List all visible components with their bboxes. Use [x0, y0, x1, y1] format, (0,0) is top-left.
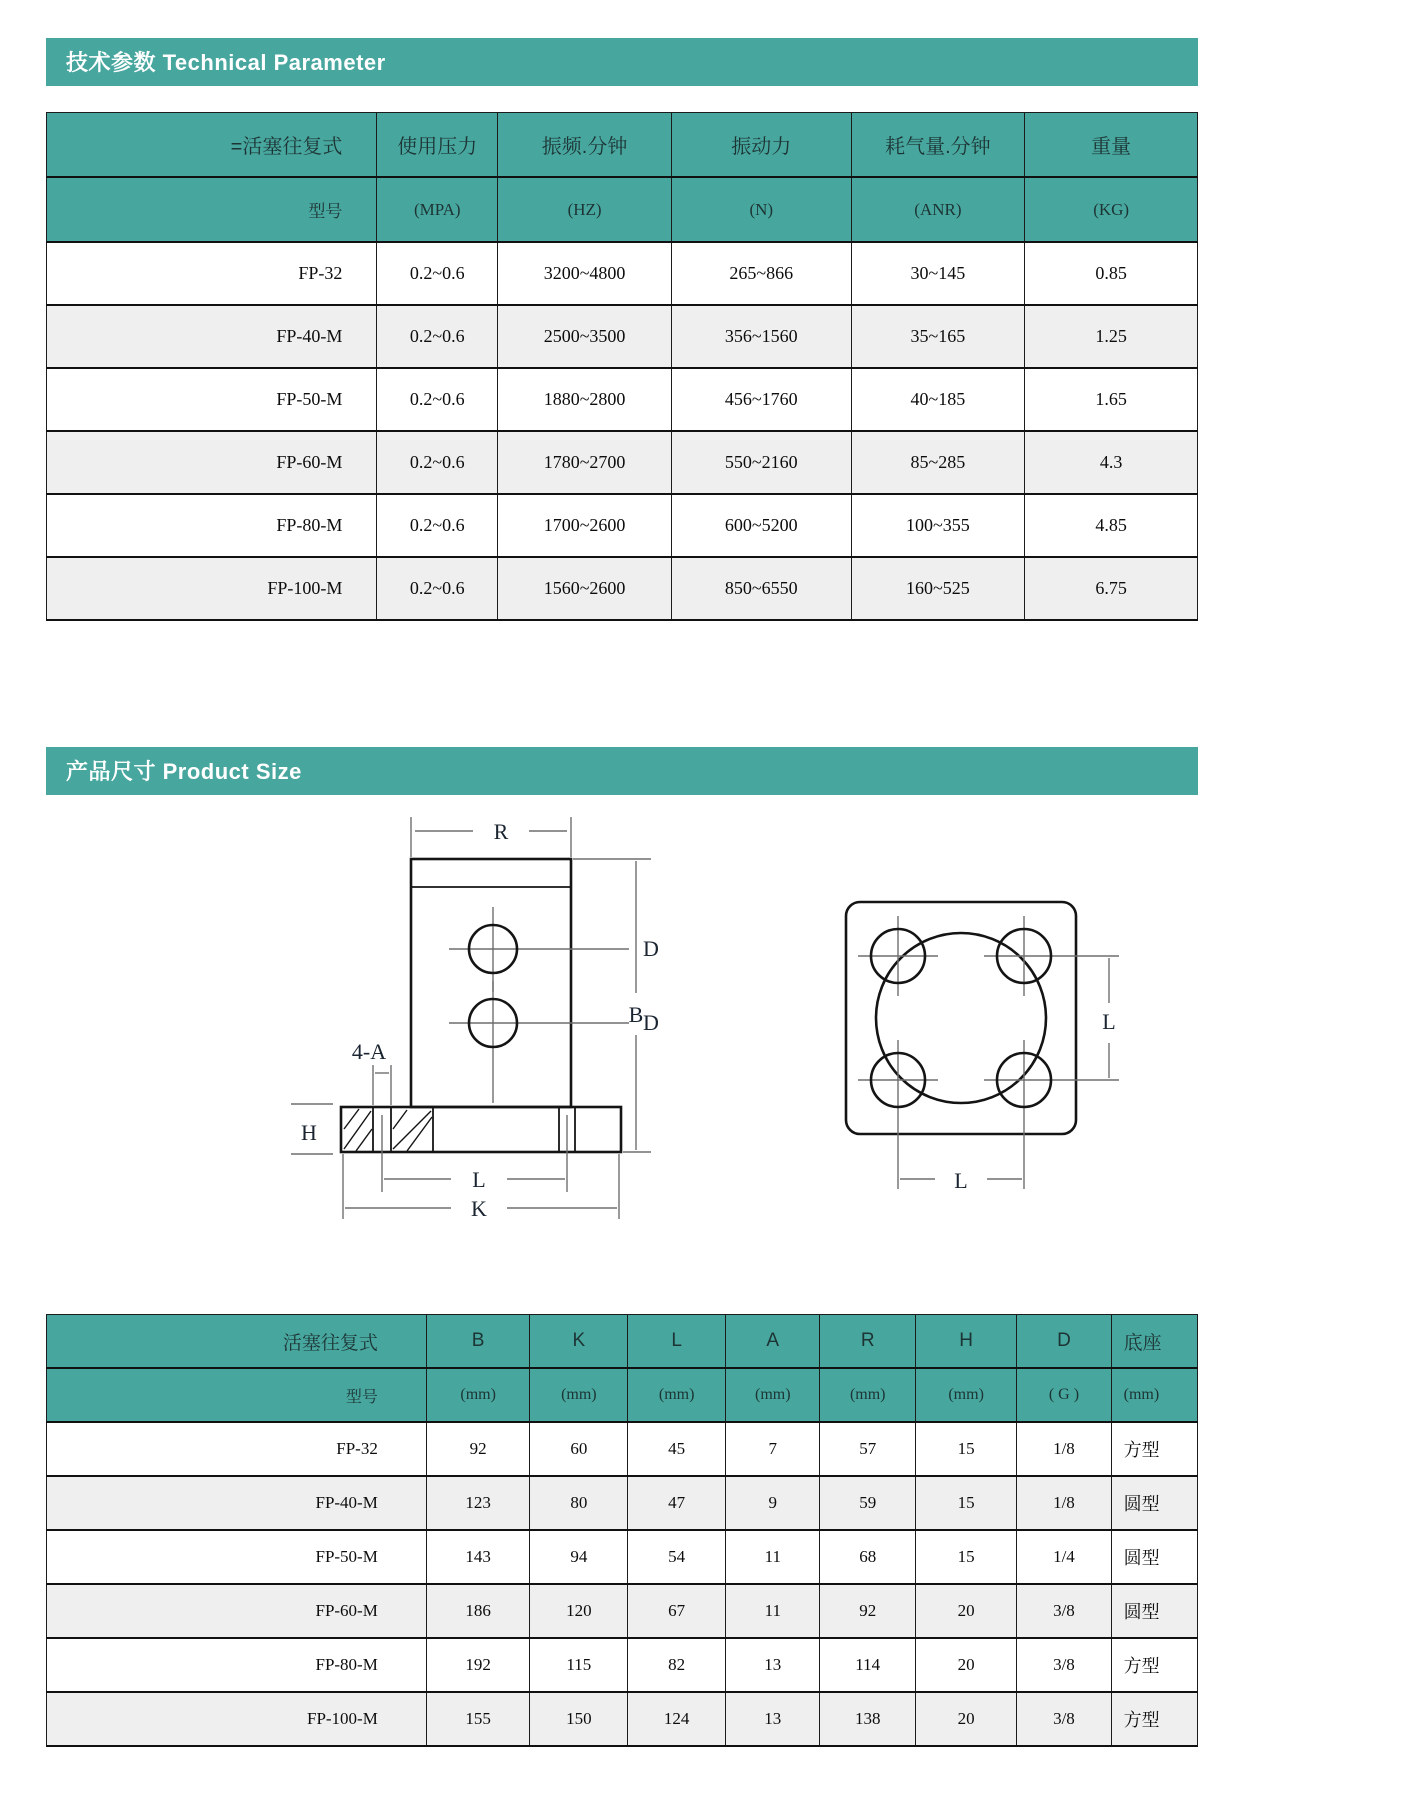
column-unit: (mm) — [426, 1368, 530, 1422]
table-cell: 123 — [426, 1476, 530, 1530]
table-cell: 1/8 — [1017, 1422, 1111, 1476]
table-cell: 0.85 — [1025, 242, 1198, 305]
table-cell: FP-60-M — [47, 431, 377, 494]
table-cell: 1/4 — [1017, 1530, 1111, 1584]
table-cell: 92 — [426, 1422, 530, 1476]
table-row — [47, 368, 1198, 431]
table-cell: 45 — [628, 1422, 726, 1476]
table-cell: 265~866 — [671, 242, 851, 305]
table-cell: 13 — [726, 1638, 820, 1692]
column-header: D — [1017, 1315, 1111, 1369]
table-cell: 124 — [628, 1692, 726, 1746]
table-cell: 1/8 — [1017, 1476, 1111, 1530]
column-header: H — [915, 1315, 1016, 1369]
dim-label-L-inner: L — [472, 1167, 486, 1192]
table-cell: 方型 — [1111, 1638, 1197, 1692]
table-cell: FP-50-M — [47, 1530, 427, 1584]
table-cell: 550~2160 — [671, 431, 851, 494]
column-header: =活塞往复式 — [47, 113, 377, 178]
table-cell: 15 — [915, 1476, 1016, 1530]
technical-parameter-table — [46, 112, 1198, 621]
table-cell: 57 — [820, 1422, 916, 1476]
table-row — [47, 1422, 1198, 1476]
table-cell: 82 — [628, 1638, 726, 1692]
table-row — [47, 494, 1198, 557]
table-cell: 1780~2700 — [498, 431, 672, 494]
column-unit: (mm) — [628, 1368, 726, 1422]
table-cell: 35~165 — [851, 305, 1025, 368]
table-cell: 13 — [726, 1692, 820, 1746]
table-cell: 192 — [426, 1638, 530, 1692]
product-size-table — [46, 1314, 1198, 1747]
table-cell: 54 — [628, 1530, 726, 1584]
table-row — [47, 1476, 1198, 1530]
table-cell: 100~355 — [851, 494, 1025, 557]
table-row — [47, 557, 1198, 620]
table-cell: 456~1760 — [671, 368, 851, 431]
table-cell: FP-32 — [47, 1422, 427, 1476]
table-cell: 15 — [915, 1422, 1016, 1476]
table-cell: 2500~3500 — [498, 305, 672, 368]
table-cell: 3/8 — [1017, 1638, 1111, 1692]
flange-view — [846, 902, 1119, 1193]
table-row — [47, 1584, 1198, 1638]
table-row — [47, 1692, 1198, 1746]
table-cell: 0.2~0.6 — [377, 431, 498, 494]
table-cell: 68 — [820, 1530, 916, 1584]
table-cell: 7 — [726, 1422, 820, 1476]
table-cell: 186 — [426, 1584, 530, 1638]
section-title-product-size: 产品尺寸 Product Size — [46, 747, 1198, 795]
table-cell: 3/8 — [1017, 1692, 1111, 1746]
table-row — [47, 242, 1198, 305]
column-header: 耗气量.分钟 — [851, 113, 1025, 178]
column-unit: (MPA) — [377, 177, 498, 242]
table-cell: FP-40-M — [47, 305, 377, 368]
dim-label-4A: 4-A — [351, 1039, 387, 1064]
table-cell: 6.75 — [1025, 557, 1198, 620]
column-unit: (HZ) — [498, 177, 672, 242]
column-unit: (mm) — [530, 1368, 628, 1422]
table-cell: FP-100-M — [47, 1692, 427, 1746]
column-unit: (mm) — [1111, 1368, 1197, 1422]
table-cell: FP-100-M — [47, 557, 377, 620]
column-header: L — [628, 1315, 726, 1369]
column-header: B — [426, 1315, 530, 1369]
table-cell: 1.25 — [1025, 305, 1198, 368]
table-cell: 850~6550 — [671, 557, 851, 620]
column-unit: (ANR) — [851, 177, 1025, 242]
table-cell: 3200~4800 — [498, 242, 672, 305]
dim-label-L-bottom: L — [954, 1168, 968, 1193]
table-cell: 356~1560 — [671, 305, 851, 368]
table-unit-row — [47, 1368, 1198, 1422]
table-cell: FP-40-M — [47, 1476, 427, 1530]
table-row — [47, 305, 1198, 368]
table-cell: 160~525 — [851, 557, 1025, 620]
table-cell: 120 — [530, 1584, 628, 1638]
table-cell: 20 — [915, 1584, 1016, 1638]
column-unit: 型号 — [47, 1368, 427, 1422]
table-cell: 9 — [726, 1476, 820, 1530]
dim-label-D-top: D — [643, 936, 659, 961]
table-cell: 1.65 — [1025, 368, 1198, 431]
dim-label-K: K — [471, 1196, 487, 1221]
page-content — [46, 38, 1198, 1747]
table-cell: 30~145 — [851, 242, 1025, 305]
table-cell: 40~185 — [851, 368, 1025, 431]
table-cell: 138 — [820, 1692, 916, 1746]
dim-label-B: B — [628, 1002, 644, 1027]
table-cell: 4.3 — [1025, 431, 1198, 494]
dim-label-R: R — [493, 819, 509, 844]
table-cell: 85~285 — [851, 431, 1025, 494]
table-cell: FP-80-M — [47, 1638, 427, 1692]
table-cell: 0.2~0.6 — [377, 305, 498, 368]
column-unit: (mm) — [915, 1368, 1016, 1422]
table-cell: 67 — [628, 1584, 726, 1638]
table-cell: 600~5200 — [671, 494, 851, 557]
table-cell: 92 — [820, 1584, 916, 1638]
table-cell: 方型 — [1111, 1692, 1197, 1746]
size-table-body — [47, 1422, 1198, 1746]
table-cell: 0.2~0.6 — [377, 368, 498, 431]
column-unit: (mm) — [820, 1368, 916, 1422]
table-header-row — [47, 113, 1198, 178]
table-row — [47, 1638, 1198, 1692]
table-cell: 60 — [530, 1422, 628, 1476]
table-cell: 圆型 — [1111, 1530, 1197, 1584]
product-size-diagram — [281, 807, 1198, 1272]
table-cell: 59 — [820, 1476, 916, 1530]
column-unit: (N) — [671, 177, 851, 242]
table-row — [47, 1530, 1198, 1584]
technical-table-body — [47, 242, 1198, 620]
column-unit: ( G ) — [1017, 1368, 1111, 1422]
table-cell: 3/8 — [1017, 1584, 1111, 1638]
table-cell: 15 — [915, 1530, 1016, 1584]
table-cell: 94 — [530, 1530, 628, 1584]
table-cell: 1880~2800 — [498, 368, 672, 431]
table-cell: 115 — [530, 1638, 628, 1692]
table-cell: 11 — [726, 1530, 820, 1584]
table-cell: 0.2~0.6 — [377, 242, 498, 305]
column-header: 振动力 — [671, 113, 851, 178]
table-cell: 1560~2600 — [498, 557, 672, 620]
table-cell: 20 — [915, 1692, 1016, 1746]
table-cell: FP-32 — [47, 242, 377, 305]
table-unit-row — [47, 177, 1198, 242]
dimension-drawing — [281, 807, 1161, 1267]
column-header: 振频.分钟 — [498, 113, 672, 178]
table-cell: 4.85 — [1025, 494, 1198, 557]
dim-label-H: H — [301, 1120, 317, 1145]
table-cell: 114 — [820, 1638, 916, 1692]
front-view — [291, 817, 659, 1221]
column-header: A — [726, 1315, 820, 1369]
column-unit: 型号 — [47, 177, 377, 242]
dim-label-L-side: L — [1102, 1009, 1116, 1034]
table-cell: 80 — [530, 1476, 628, 1530]
table-cell: FP-80-M — [47, 494, 377, 557]
table-cell: 143 — [426, 1530, 530, 1584]
table-cell: 0.2~0.6 — [377, 557, 498, 620]
dim-label-D-bottom: D — [643, 1010, 659, 1035]
table-cell: 20 — [915, 1638, 1016, 1692]
column-header: 活塞往复式 — [47, 1315, 427, 1369]
table-cell: 圆型 — [1111, 1584, 1197, 1638]
table-cell: FP-50-M — [47, 368, 377, 431]
table-cell: 155 — [426, 1692, 530, 1746]
column-header: 使用压力 — [377, 113, 498, 178]
table-cell: 47 — [628, 1476, 726, 1530]
table-header-row — [47, 1315, 1198, 1369]
table-cell: 150 — [530, 1692, 628, 1746]
column-unit: (mm) — [726, 1368, 820, 1422]
table-row — [47, 431, 1198, 494]
table-cell: 11 — [726, 1584, 820, 1638]
column-header: 重量 — [1025, 113, 1198, 178]
table-cell: FP-60-M — [47, 1584, 427, 1638]
column-unit: (KG) — [1025, 177, 1198, 242]
column-header: K — [530, 1315, 628, 1369]
table-cell: 1700~2600 — [498, 494, 672, 557]
table-cell: 方型 — [1111, 1422, 1197, 1476]
section-title-technical-parameter: 技术参数 Technical Parameter — [46, 38, 1198, 86]
table-cell: 0.2~0.6 — [377, 494, 498, 557]
column-header: R — [820, 1315, 916, 1369]
table-cell: 圆型 — [1111, 1476, 1197, 1530]
column-header: 底座 — [1111, 1315, 1197, 1369]
